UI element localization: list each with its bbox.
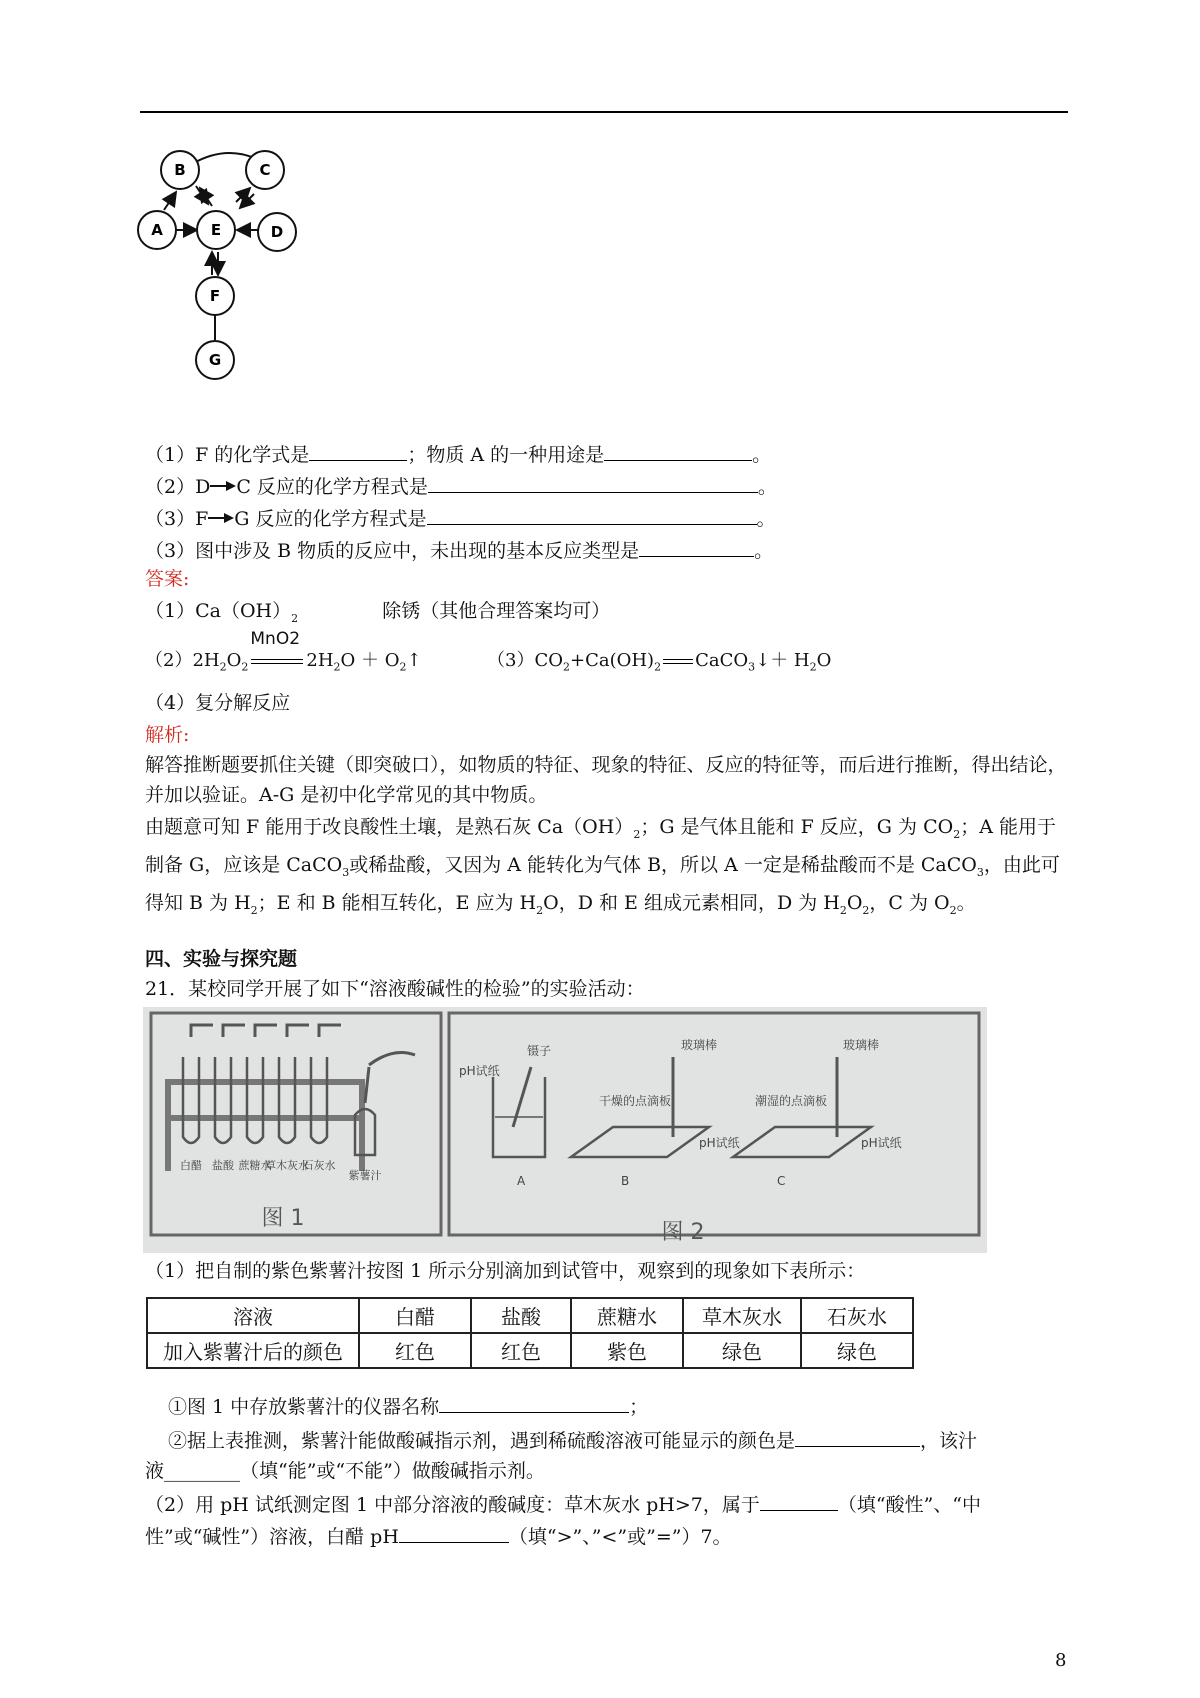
page-number: 8 — [1055, 1650, 1067, 1671]
answer-blank[interactable] — [309, 440, 407, 461]
answer-blank[interactable] — [428, 472, 758, 493]
svg-text:pH试纸: pH试纸 — [861, 1136, 902, 1150]
svg-text:pH试纸: pH试纸 — [699, 1136, 740, 1150]
equals-sign — [663, 659, 693, 664]
answer-blank[interactable] — [795, 1426, 920, 1447]
svg-text:玻璃棒: 玻璃棒 — [843, 1038, 880, 1052]
answer-blank[interactable] — [639, 536, 754, 557]
question-4: （3）图中涉及 B 物质的反应中，未出现的基本反应类型是 。 — [145, 536, 773, 564]
question-3: （3）F G 反应的化学方程式是 。 — [145, 504, 776, 532]
answer-label: 答案: — [145, 568, 190, 590]
answer-2: $(2)2H_2O_2$ MnO2 $2H_2O$ ＋ $O_2↑$ — [145, 629, 422, 674]
question-21-2-cont: 性”或“碱性”）溶液，白醋 pH （填“>”、”<”或”=”）7。 — [145, 1522, 732, 1550]
svg-text:pH试纸: pH试纸 — [459, 1064, 500, 1078]
node-g-label: G — [208, 351, 222, 369]
analysis-label: 解析: — [145, 724, 190, 746]
svg-text:C: C — [777, 1174, 786, 1188]
analysis-paragraph-1: 解答推断题要抓住关键（即突破口），如物质的特征、现象的特征、反应的特征等，而后进行推断，得出结论，并加以验证。A-G 是初中化学常见的其中物质。 — [145, 754, 1067, 806]
svg-text:草木灰水: 草木灰水 — [265, 1159, 309, 1172]
node-f-label: F — [209, 287, 221, 305]
figure-2-labels — [459, 1037, 902, 1188]
results-table — [146, 1297, 914, 1369]
svg-text:蔗糖水: 蔗糖水 — [238, 1159, 272, 1172]
sub-question-1: ①图 1 中存放紫薯汁的仪器名称 ； — [168, 1392, 648, 1420]
edge-a-b — [164, 192, 176, 210]
edge-b-e — [196, 186, 208, 204]
answer-4: （4）复分解反应 — [145, 692, 291, 714]
tube-labels — [180, 1158, 336, 1172]
bottle-label: 紫薯汁 — [348, 1169, 382, 1182]
node-d-label: D — [270, 223, 284, 241]
svg-text:潮湿的点滴板: 潮湿的点滴板 — [755, 1094, 828, 1108]
answer-blank[interactable] — [760, 1490, 838, 1511]
svg-text:玻璃棒: 玻璃棒 — [681, 1038, 718, 1052]
experiment-illustration — [143, 1007, 987, 1253]
svg-text:石灰水: 石灰水 — [302, 1159, 336, 1172]
sub-question-2: ②据上表推测，紫薯汁能做酸碱指示剂，遇到稀硫酸溶液可能显示的颜色是 ，该汁 — [168, 1426, 977, 1454]
node-c-label: C — [259, 161, 271, 179]
experiment-figure — [143, 1007, 987, 1253]
figure-2-caption: 图 2 — [661, 1220, 705, 1245]
node-b-label: B — [174, 161, 186, 179]
svg-text:B: B — [621, 1174, 630, 1188]
arrow-icon — [208, 512, 234, 524]
node-e-label: E — [210, 221, 222, 239]
question-1: （1）F 的化学式是 ；物质 A 的一种用途是 。 — [145, 440, 771, 468]
relationship-diagram — [130, 150, 330, 430]
header-rule — [140, 111, 1068, 113]
answer-blank[interactable] — [399, 1522, 509, 1543]
table-row: 加入紫薯汁后的颜色 红色 红色 紫色 绿色 绿色 — [147, 1333, 913, 1368]
question-21-1: （1）把自制的紫色紫薯汁按图 1 所示分别滴加到试管中，观察到的现象如下表所示： — [145, 1260, 866, 1282]
question-2: （2）D C 反应的化学方程式是 。 — [145, 472, 777, 500]
sub-question-2-cont: 液________（填“能”或“不能”）做酸碱指示剂。 — [145, 1460, 545, 1482]
question-21-2: （2）用 pH 试纸测定图 1 中部分溶液的酸碱度：草木灰水 pH>7，属于 （填“酸性”、“中 — [145, 1490, 981, 1518]
svg-text:白醋: 白醋 — [180, 1159, 202, 1172]
svg-text:A: A — [517, 1174, 526, 1188]
analysis-paragraph-2: 由题意可知 F 能用于改良酸性土壤，是熟石灰 $Ca(OH)_2$；G 是气体且能和 F 反应，G 为 $CO_2$；A 能用于制备 G，应该是 CaCO$_3$或稀盐酸，又因为 A 能转化为气体 B，所以 A 一定是稀盐酸而不是 CaCO$_3$，由此可得知 B 为 $H_2$；E 和 B 能相互转化，E 应为 $H_2O$，D 和 E 组成元素相同，D 为 $H_2O_2$，C 为 $O_2$。 — [145, 816, 1060, 917]
svg-text:干燥的点滴板: 干燥的点滴板 — [599, 1094, 672, 1108]
figure-1-caption: 图 1 — [261, 1206, 305, 1231]
answer-blank[interactable] — [427, 504, 757, 525]
catalyst-equals: MnO2 — [248, 648, 306, 674]
edge-e-b — [200, 188, 212, 206]
svg-text:镊子: 镊子 — [527, 1044, 552, 1058]
table-row: 溶液 白醋 盐酸 蔗糖水 草木灰水 石灰水 — [147, 1298, 913, 1333]
answer-blank[interactable] — [439, 1392, 629, 1413]
question-21: 21．某校同学开展了如下“溶液酸碱性的检验”的实验活动： — [145, 978, 645, 1000]
svg-text:盐酸: 盐酸 — [212, 1159, 234, 1172]
answer-blank[interactable] — [604, 440, 752, 461]
arrow-icon — [210, 480, 236, 492]
section-heading: 四、实验与探究题 — [145, 948, 298, 970]
answer-1: $(1)Ca(OH)_2$ 除锈（其他合理答案均可） — [145, 600, 611, 625]
answer-3: $(3)CO_2+Ca(OH)_2$ CaCO$_3$↓＋ $H_2O$ — [487, 650, 832, 674]
node-a-label: A — [151, 221, 163, 239]
